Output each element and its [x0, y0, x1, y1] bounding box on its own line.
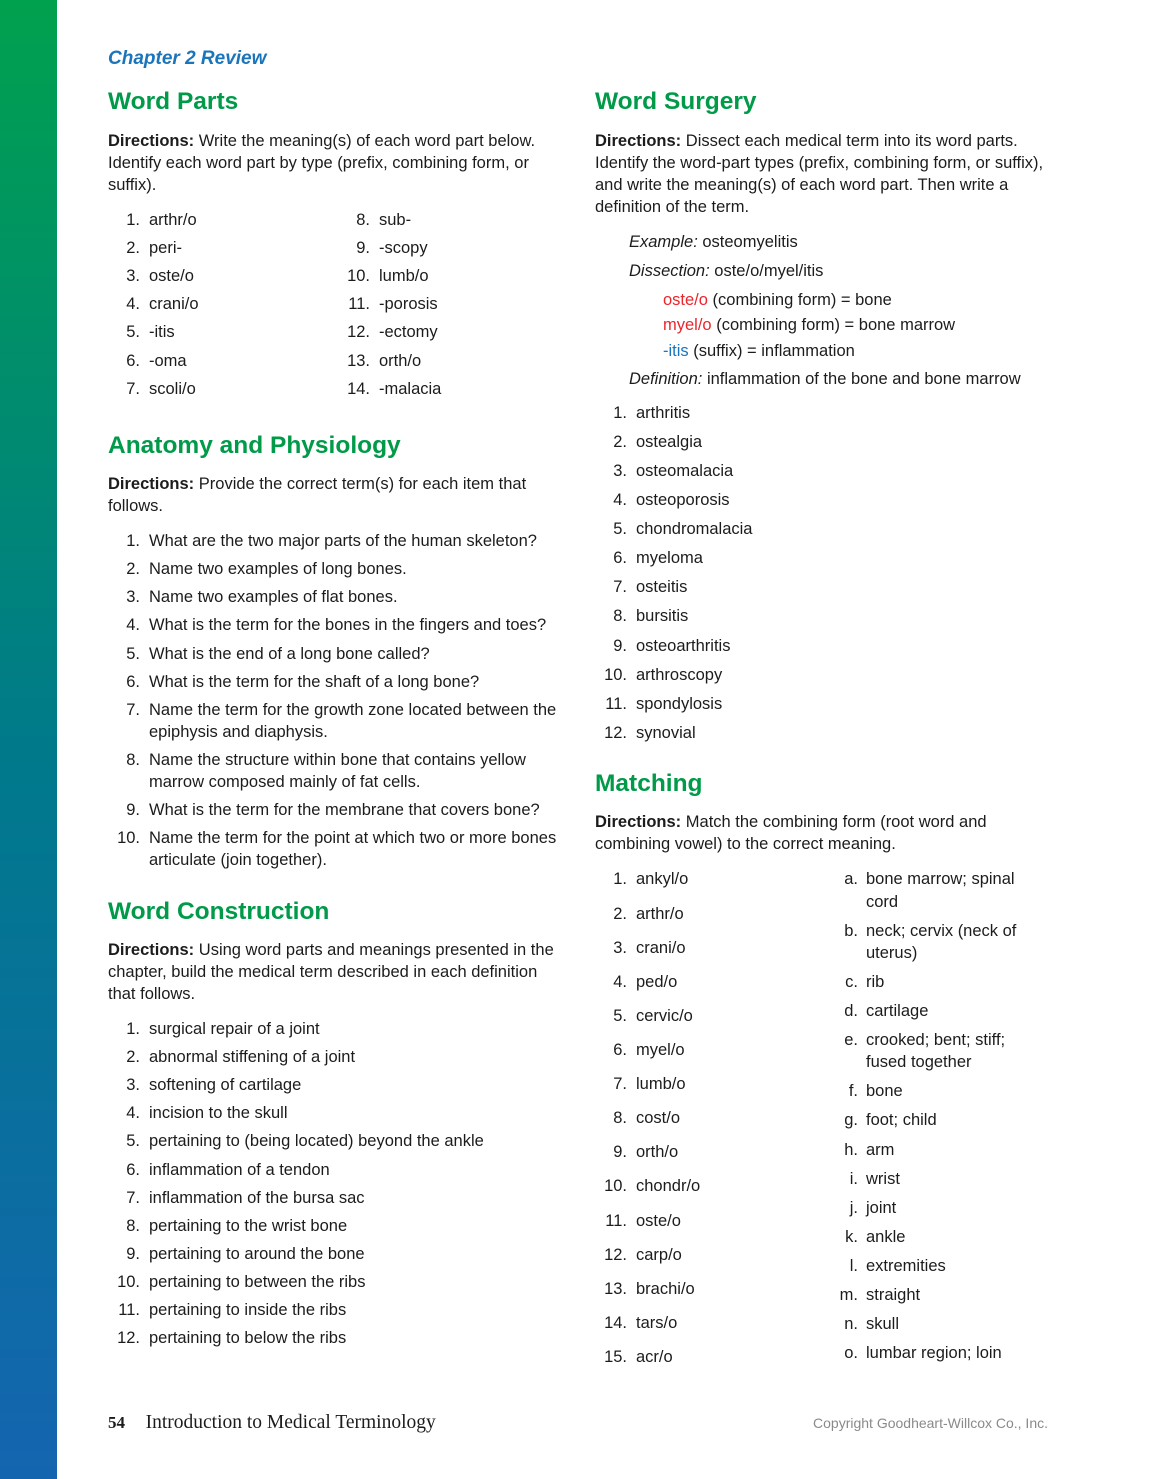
list-item — [108, 209, 338, 231]
list-item — [108, 749, 561, 793]
right-column — [595, 73, 1048, 1380]
list-item-text: What is the end of a long bone called? — [149, 644, 430, 663]
list-item-number: 7. — [126, 379, 140, 398]
two-column-layout — [108, 73, 1048, 1380]
list-item — [832, 920, 1048, 964]
directions-text: Dissect each medical term into its word parts. Identify the word-part types (prefix, combining form, or suffix), and write the meaning(s) of each word part. Then write a definition of the term. — [595, 131, 1044, 216]
list-item — [832, 1168, 1048, 1190]
list-item-number: 13. — [604, 1279, 627, 1298]
directions-text: Match the combining form (root word and combining vowel) to the correct meaning. — [595, 813, 987, 854]
list-item — [595, 460, 1048, 482]
list-item-number: 2. — [126, 239, 140, 258]
list-item — [108, 1159, 561, 1181]
list-item-number: 10. — [117, 1273, 140, 1292]
list-item-number: 6. — [126, 1160, 140, 1179]
list-item-text: -malacia — [379, 379, 442, 398]
list-item-number: 3. — [126, 1076, 140, 1095]
list-item-number: 5. — [613, 520, 627, 539]
page-footer — [108, 1410, 1048, 1436]
list-item — [595, 1107, 832, 1129]
list-item-text: orth/o — [636, 1143, 679, 1162]
list-item-number: 8. — [613, 1109, 627, 1128]
list-item — [595, 664, 1048, 686]
list-item-text: sub- — [379, 210, 412, 229]
list-item — [595, 868, 832, 890]
list-item-number: 3. — [126, 588, 140, 607]
list-item-number: 6. — [126, 672, 140, 691]
list-item — [108, 643, 561, 665]
list-item-number: 2. — [126, 1048, 140, 1067]
matching-lists — [595, 868, 1048, 1380]
list-item-text: What is the term for the membrane that covers bone? — [149, 801, 540, 820]
list-item — [338, 265, 561, 287]
list-item — [832, 1080, 1048, 1102]
list-item-number: 5. — [126, 1132, 140, 1151]
list-item-number: 7. — [613, 1075, 627, 1094]
list-item — [108, 350, 338, 372]
list-item-text: -oma — [149, 351, 187, 370]
word-part: oste/o — [663, 291, 708, 310]
list-item-text: orth/o — [379, 351, 422, 370]
list-item — [832, 1255, 1048, 1277]
list-item — [832, 1139, 1048, 1161]
list-item-text: osteoporosis — [636, 491, 730, 510]
word-parts-lists — [108, 209, 561, 406]
list-item — [595, 547, 1048, 569]
list-item-number: 4. — [613, 491, 627, 510]
list-item-number: 1. — [613, 870, 627, 889]
example-label: Example: — [629, 233, 698, 252]
list-item — [108, 321, 338, 343]
list-item-number: l. — [849, 1256, 858, 1275]
list-item — [108, 558, 561, 580]
list-item-number: 9. — [126, 1244, 140, 1263]
list-item-text: lumb/o — [379, 267, 429, 286]
anatomy-question-list — [108, 530, 561, 871]
list-item-number: 10. — [604, 665, 627, 684]
list-item-number: j. — [849, 1198, 858, 1217]
word-construction-directions — [108, 939, 561, 1005]
list-item-text: arthritis — [636, 403, 691, 422]
word-part-meaning: (suffix) = inflammation — [688, 341, 855, 360]
list-item-number: 11. — [605, 694, 627, 713]
list-item-text: -ectomy — [379, 323, 438, 342]
list-item — [108, 1187, 561, 1209]
left-gradient-bar — [0, 0, 57, 1479]
list-item-text: osteitis — [636, 578, 688, 597]
list-item-text: ped/o — [636, 972, 678, 991]
list-item — [338, 293, 561, 315]
directions-text: Write the meaning(s) of each word part below. Identify each word part by type (prefix, combining form, or suffix). — [108, 131, 536, 194]
list-item-text: tars/o — [636, 1313, 678, 1332]
list-item-number: 8. — [613, 607, 627, 626]
list-item-number: k. — [845, 1227, 858, 1246]
copyright-notice: Copyright Goodheart-Willcox Co., Inc. — [813, 1415, 1048, 1431]
list-item-number: 1. — [613, 403, 627, 422]
list-item-number: 2. — [613, 904, 627, 923]
list-item — [595, 1005, 832, 1027]
list-item-text: joint — [866, 1198, 897, 1217]
list-item-number: 15. — [604, 1347, 627, 1366]
list-item-text: Name two examples of long bones. — [149, 560, 407, 579]
list-item-text: neck; cervix (neck of uterus) — [866, 921, 1017, 962]
list-item-number: 7. — [613, 578, 627, 597]
list-item-text: cervic/o — [636, 1006, 693, 1025]
list-item-number: c. — [845, 972, 858, 991]
list-item — [338, 350, 561, 372]
list-item-text: wrist — [866, 1169, 900, 1188]
left-column — [108, 73, 561, 1380]
list-item — [338, 321, 561, 343]
list-item-text: -porosis — [379, 295, 438, 314]
list-item-number: 14. — [604, 1313, 627, 1332]
list-item-number: f. — [848, 1082, 858, 1101]
list-item-text: scoli/o — [149, 379, 196, 398]
directions-label: Directions: — [108, 131, 195, 150]
list-item — [108, 1074, 561, 1096]
list-item — [595, 937, 832, 959]
list-item-text: osteoarthritis — [636, 636, 731, 655]
list-item-text: inflammation of a tendon — [149, 1160, 330, 1179]
matching-directions — [595, 811, 1048, 855]
list-item — [595, 1175, 832, 1197]
list-item-text: brachi/o — [636, 1279, 695, 1298]
list-item-text: bone marrow; spinal cord — [866, 870, 1015, 911]
list-item-number: 4. — [126, 1104, 140, 1123]
dissection-part-line — [595, 314, 1048, 336]
list-item — [595, 1244, 832, 1266]
list-item-text: incision to the skull — [149, 1104, 288, 1123]
list-item-number: m. — [839, 1286, 858, 1305]
list-item — [108, 1018, 561, 1040]
list-item-text: arthroscopy — [636, 665, 723, 684]
list-item — [338, 237, 561, 259]
list-item — [595, 903, 832, 925]
list-item-text: chondromalacia — [636, 520, 753, 539]
word-part: myel/o — [663, 316, 712, 335]
list-item-number: 5. — [126, 323, 140, 342]
list-item-text: What is the term for the shaft of a long bone? — [149, 672, 480, 691]
list-item-text: osteomalacia — [636, 461, 734, 480]
section-anatomy-physiology — [108, 432, 561, 872]
list-item-number: n. — [844, 1315, 858, 1334]
list-item — [108, 265, 338, 287]
list-item-text: myel/o — [636, 1040, 685, 1059]
list-item-number: 9. — [613, 1143, 627, 1162]
list-item-text: Name the structure within bone that contains yellow marrow composed mainly of fat cells. — [149, 750, 526, 792]
list-item — [832, 1197, 1048, 1219]
list-item-text: crani/o — [149, 295, 199, 314]
directions-label: Directions: — [595, 131, 682, 150]
list-item — [595, 1210, 832, 1232]
list-item — [595, 431, 1048, 453]
list-item-number: 12. — [347, 323, 370, 342]
list-item-number: 1. — [126, 1020, 140, 1039]
dissection-line — [595, 260, 1048, 282]
list-item-text: skull — [866, 1315, 900, 1334]
section-word-surgery — [595, 88, 1048, 744]
list-item — [108, 237, 338, 259]
word-surgery-term-list — [595, 402, 1048, 744]
dissection-part-line — [595, 289, 1048, 311]
list-item — [595, 1346, 832, 1368]
list-item-number: g. — [844, 1111, 858, 1130]
list-item-text: oste/o — [636, 1211, 681, 1230]
list-item — [108, 1130, 561, 1152]
list-item-text: cartilage — [866, 1001, 929, 1020]
list-item-number: 3. — [613, 461, 627, 480]
directions-label: Directions: — [108, 940, 195, 959]
list-item-text: acr/o — [636, 1347, 673, 1366]
list-item — [108, 378, 338, 400]
list-item — [108, 293, 338, 315]
example-term: osteomyelitis — [702, 233, 798, 252]
list-item-number: h. — [844, 1140, 858, 1159]
list-item — [832, 971, 1048, 993]
word-parts-directions — [108, 130, 561, 196]
list-item-text: oste/o — [149, 267, 194, 286]
footer-left — [108, 1410, 436, 1436]
list-item-text: spondylosis — [636, 694, 723, 713]
word-part: -itis — [663, 341, 689, 360]
word-surgery-directions — [595, 130, 1048, 218]
list-item-text: lumb/o — [636, 1075, 686, 1094]
section-word-parts — [108, 88, 561, 405]
example-line — [595, 231, 1048, 253]
list-item — [832, 1029, 1048, 1073]
list-item-number: 8. — [356, 210, 370, 229]
list-item-number: i. — [849, 1169, 858, 1188]
list-item-number: 2. — [126, 560, 140, 579]
directions-label: Directions: — [108, 474, 195, 493]
list-item-number: 6. — [613, 1040, 627, 1059]
list-item-number: 11. — [605, 1211, 627, 1230]
list-item-number: 10. — [347, 267, 370, 286]
list-item-number: 11. — [118, 1301, 140, 1320]
list-item — [595, 402, 1048, 424]
list-item-text: carp/o — [636, 1245, 682, 1264]
dissection-term: oste/o/myel/itis — [714, 262, 824, 281]
list-item-text: ankle — [866, 1227, 906, 1246]
list-item-text: pertaining to between the ribs — [149, 1273, 366, 1292]
list-item — [595, 489, 1048, 511]
list-item-number: 8. — [126, 1216, 140, 1235]
list-item-text: foot; child — [866, 1111, 937, 1130]
list-item-number: 14. — [347, 379, 370, 398]
list-item — [595, 1039, 832, 1061]
list-item-text: pertaining to (being located) beyond the ankle — [149, 1132, 484, 1151]
word-parts-list-8-14 — [338, 209, 561, 406]
list-item-text: pertaining to around the bone — [149, 1244, 365, 1263]
list-item-text: pertaining to below the ribs — [149, 1329, 347, 1348]
definition-text: inflammation of the bone and bone marrow — [706, 369, 1021, 388]
word-surgery-example — [595, 231, 1048, 390]
list-item — [108, 699, 561, 743]
page-number: 54 — [108, 1413, 125, 1432]
list-item — [108, 586, 561, 608]
list-item — [595, 518, 1048, 540]
list-item-number: 4. — [613, 972, 627, 991]
word-surgery-title: Word Surgery — [595, 88, 757, 116]
list-item-number: o. — [844, 1344, 858, 1363]
list-item — [108, 1271, 561, 1293]
list-item-number: 13. — [347, 351, 370, 370]
list-item-text: pertaining to the wrist bone — [149, 1216, 348, 1235]
list-item-number: 9. — [613, 636, 627, 655]
list-item — [832, 1109, 1048, 1131]
list-item — [108, 614, 561, 636]
list-item-number: 2. — [613, 432, 627, 451]
list-item-number: 1. — [126, 210, 140, 229]
list-item — [338, 209, 561, 231]
list-item-number: 10. — [117, 829, 140, 848]
list-item-number: e. — [844, 1031, 858, 1050]
list-item — [108, 530, 561, 552]
list-item-number: 1. — [126, 532, 140, 551]
list-item — [108, 1046, 561, 1068]
list-item — [108, 1243, 561, 1265]
list-item — [595, 722, 1048, 744]
list-item-text: -scopy — [379, 239, 428, 258]
list-item-text: abnormal stiffening of a joint — [149, 1048, 356, 1067]
word-construction-list — [108, 1018, 561, 1349]
list-item-text: crani/o — [636, 938, 686, 957]
list-item-text: chondr/o — [636, 1177, 701, 1196]
list-item-text: Name two examples of flat bones. — [149, 588, 398, 607]
list-item — [832, 1000, 1048, 1022]
definition-line — [595, 368, 1048, 390]
list-item-number: 4. — [126, 295, 140, 314]
list-item-number: 9. — [356, 239, 370, 258]
list-item-text: Name the term for the growth zone located between the epiphysis and diaphysis. — [149, 700, 557, 741]
list-item-number: a. — [844, 870, 858, 889]
list-item-number: 6. — [126, 351, 140, 370]
list-item-number: d. — [844, 1001, 858, 1020]
list-item-number: 7. — [126, 700, 140, 719]
list-item — [595, 576, 1048, 598]
list-item — [832, 868, 1048, 912]
word-parts-title: Word Parts — [108, 88, 239, 116]
list-item — [832, 1284, 1048, 1306]
dissection-part-line — [595, 340, 1048, 362]
directions-text: Provide the correct term(s) for each item that follows. — [108, 474, 527, 515]
list-item — [595, 1141, 832, 1163]
list-item — [108, 1102, 561, 1124]
section-word-construction — [108, 898, 561, 1350]
list-item-number: 11. — [348, 295, 370, 314]
directions-label: Directions: — [595, 813, 682, 832]
word-part-meaning: (combining form) = bone marrow — [711, 316, 956, 335]
list-item-text: bursitis — [636, 607, 689, 626]
chapter-review-label: Chapter 2 Review — [108, 48, 267, 69]
page-content — [108, 0, 1048, 1479]
list-item — [108, 1215, 561, 1237]
list-item-text: straight — [866, 1286, 921, 1305]
directions-text: Using word parts and meanings presented in the chapter, build the medical term described in each definition that follows. — [108, 940, 554, 1003]
list-item-number: 10. — [604, 1177, 627, 1196]
list-item-number: 12. — [604, 723, 627, 742]
list-item — [832, 1313, 1048, 1335]
list-item-number: 12. — [604, 1245, 627, 1264]
list-item-text: -itis — [149, 323, 175, 342]
section-matching — [595, 770, 1048, 1380]
list-item-text: cost/o — [636, 1109, 681, 1128]
list-item — [108, 827, 561, 871]
list-item — [832, 1342, 1048, 1364]
definition-label: Definition: — [629, 369, 703, 388]
list-item-number: 5. — [126, 644, 140, 663]
word-construction-title: Word Construction — [108, 897, 330, 925]
list-item — [108, 671, 561, 693]
list-item-text: arthr/o — [149, 210, 197, 229]
list-item-text: arthr/o — [636, 904, 684, 923]
word-part-meaning: (combining form) = bone — [707, 291, 892, 310]
list-item-text: What is the term for the bones in the fingers and toes? — [149, 616, 547, 635]
anatomy-title: Anatomy and Physiology — [108, 431, 401, 459]
list-item-number: 7. — [126, 1188, 140, 1207]
list-item-text: surgical repair of a joint — [149, 1020, 320, 1039]
list-item-number: 3. — [126, 267, 140, 286]
list-item — [595, 1312, 832, 1334]
list-item-number: b. — [844, 921, 858, 940]
list-item-text: ostealgia — [636, 432, 703, 451]
book-title: Introduction to Medical Terminology — [145, 1412, 436, 1433]
list-item-text: rib — [866, 972, 885, 991]
list-item — [595, 635, 1048, 657]
list-item — [595, 971, 832, 993]
matching-combining-forms-list — [595, 868, 832, 1380]
list-item-text: arm — [866, 1140, 895, 1159]
list-item-text: inflammation of the bursa sac — [149, 1188, 365, 1207]
list-item — [595, 1073, 832, 1095]
list-item-text: bone — [866, 1082, 903, 1101]
list-item-number: 12. — [117, 1329, 140, 1348]
list-item — [108, 799, 561, 821]
list-item-text: ankyl/o — [636, 870, 689, 889]
list-item-number: 4. — [126, 616, 140, 635]
matching-meanings-list — [832, 868, 1048, 1380]
list-item-number: 9. — [126, 801, 140, 820]
list-item-number: 5. — [613, 1006, 627, 1025]
list-item-text: synovial — [636, 723, 696, 742]
list-item-text: What are the two major parts of the human skeleton? — [149, 532, 537, 551]
word-parts-list-1-7 — [108, 209, 338, 406]
list-item — [595, 693, 1048, 715]
list-item-number: 3. — [613, 938, 627, 957]
dissection-label: Dissection: — [629, 262, 710, 281]
list-item-text: myeloma — [636, 549, 703, 568]
list-item — [338, 378, 561, 400]
list-item — [832, 1226, 1048, 1248]
list-item — [595, 605, 1048, 627]
list-item-text: crooked; bent; stiff; fused together — [866, 1031, 1006, 1072]
list-item-text: peri- — [149, 239, 183, 258]
list-item-text: extremities — [866, 1256, 946, 1275]
list-item — [108, 1327, 561, 1349]
list-item-text: lumbar region; loin — [866, 1344, 1002, 1363]
matching-title: Matching — [595, 770, 703, 798]
list-item-text: softening of cartilage — [149, 1076, 302, 1095]
list-item — [108, 1299, 561, 1321]
list-item-number: 6. — [613, 549, 627, 568]
list-item-text: pertaining to inside the ribs — [149, 1301, 347, 1320]
list-item — [595, 1278, 832, 1300]
list-item-text: Name the term for the point at which two or more bones articulate (join together). — [149, 829, 557, 870]
list-item-number: 8. — [126, 750, 140, 769]
anatomy-directions — [108, 473, 561, 517]
